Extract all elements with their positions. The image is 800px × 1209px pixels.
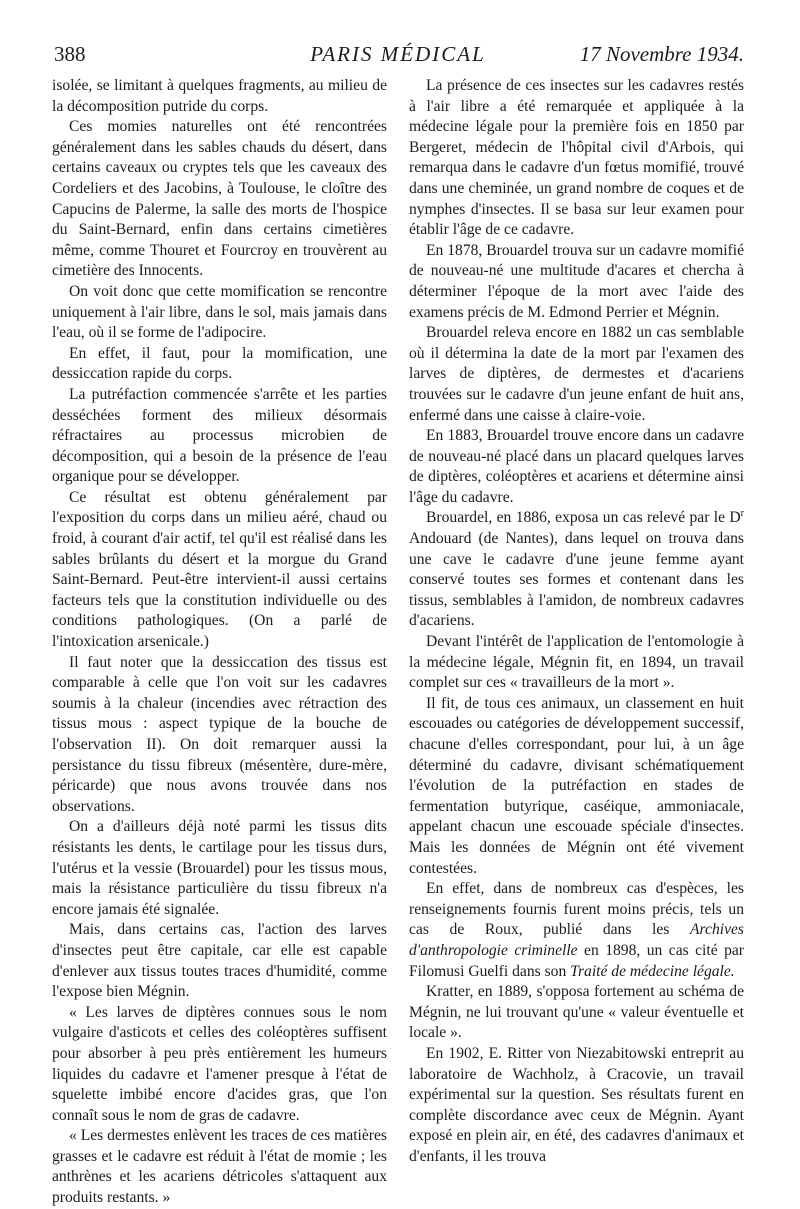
- paragraph: En 1878, Brouardel trouva sur un cadavre momifié de nouveau-né une multitude d'acares et chercha à déterminer l'époque de la mort avec l'aide des examens précis de M. Edmond Perrier et Mégnin.: [409, 241, 744, 321]
- paragraph: En 1883, Brouardel trouve encore dans un cadavre de nouveau-né placé dans un placard quelques larves de diptères, coléoptères et acariens et détermine ainsi l'âge du cadavre.: [409, 427, 744, 506]
- journal-title: PARIS MÉDICAL: [310, 42, 486, 66]
- paragraph: Ces momies naturelles ont été rencontrées généralement dans les sables chauds du désert, dans certains caveaux ou cryptes tels que les caveaux des Cordeliers et des Jacobins, à Toulouse, le cloître des Capucins de Palerme, la salle des morts de l'hospice du Saint-Bernard, enfin dans certains cimetières même, comme Thouret et Fourcroy en trouvèrent au cimetière des Innocents.: [52, 118, 387, 280]
- paragraph: Ce résultat est obtenu généralement par l'exposition du corps dans un milieu aéré, chaud ou froid, à courant d'air actif, tel qu'il est réalisé dans les sables brûlants du désert et la morgue du Grand Saint-Bernard. Peut-être intervient-il aussi certains facteurs tels que la constitution individuelle ou des conditions pathologiques. (On a parlé de l'intoxication arsenicale.): [52, 488, 387, 651]
- paragraph: Il faut noter que la dessiccation des tissus est comparable à celle que l'on voit sur les cadavres soumis à la chaleur (incendies avec rétraction des tissus mous : aspect typique de la bouche de l'observation II). On doit remarquer aussi la persistance du tissu fibreux (mésentère, dure-mère, péricarde) que nous avons trouvée dans nos observations.: [52, 653, 387, 815]
- paragraph-text: Brouardel, en 1886, exposa un cas relevé par le D: [426, 509, 741, 527]
- issue-date: 17 Novembre 1934.: [579, 42, 744, 66]
- paragraph: isolée, se limitant à quelques fragments, au milieu de la décomposition putride du corps.: [52, 77, 387, 115]
- paragraph: La présence de ces insectes sur les cadavres restés à l'air libre a été remarquée et appliquée à la médecine légale pour la première fois en 1850 par Bergeret, médecin de l'hôpital civil d'Arbois, qui remarqua dans le cadavre d'un fœtus momifié, trouvé dans une cheminée, un grand nombre de coques et de nymphes d'insectes. Il se basa sur leur examen pour établir l'âge de ce cadavre.: [409, 77, 744, 239]
- paragraph: En effet, il faut, pour la momification, une dessiccation rapide du corps.: [52, 344, 387, 383]
- paragraph: On a d'ailleurs déjà noté parmi les tissus dits résistants les dents, le cartilage pour les tissus durs, l'utérus et la vessie (Brouardel) pour les tissus mous, mais la résistance particulière du tissu fibreux n'a encore jamais été signalée.: [52, 818, 387, 918]
- book-citation: Traité de médecine légale.: [570, 962, 735, 980]
- paragraph-text: En effet, dans de nombreux cas d'espèces, les renseignements fournis furent moins précis, tels un cas de Roux, publié dans les: [409, 880, 744, 939]
- paragraph: En 1902, E. Ritter von Niezabitowski entreprit au laboratoire de Wachholz, à Cracovie, un travail expérimental sur la question. Ses résultats furent en complète discordance avec ceux de Mégnin. Ayant exposé en plein air, en été, des cadavres d'animaux et d'enfants, il les trouva: [409, 1044, 744, 1165]
- paragraph: Devant l'intérêt de l'application de l'entomologie à la médecine légale, Mégnin fit, en 1894, un travail complet sur ces « travailleurs de la mort ».: [409, 633, 744, 692]
- paragraph: Kratter, en 1889, s'opposa fortement au schéma de Mégnin, ne lui trouvant qu'une « valeur éventuelle et locale ».: [409, 983, 744, 1042]
- document-page: [52, 38, 744, 1207]
- right-column: [409, 76, 744, 1167]
- paragraph: On voit donc que cette momification se rencontre uniquement à l'air libre, dans le sol, mais jamais dans l'eau, où il se forme de l'adipocire.: [52, 282, 387, 342]
- running-header: [52, 38, 744, 70]
- left-column: [52, 76, 387, 1209]
- paragraph: Mais, dans certains cas, l'action des larves d'insectes peut être capitale, car elle est capable d'enlever aux tissus toutes traces d'humidité, comme l'expose bien Mégnin.: [52, 921, 387, 1001]
- superscript: r: [740, 508, 744, 520]
- paragraph-text: Andouard (de Nantes), dans lequel on trouva dans une cave le cadavre d'une jeune femme ayant conservé toutes ses formes et contenant dans les tissus, semblables à l'amidon, de nombreux cadavres d'acariens.: [409, 530, 744, 630]
- paragraph: [409, 879, 744, 982]
- paragraph-text: en 1898, un cas cité par Filomusi Guelfi dans son: [409, 941, 744, 980]
- quotation-paragraph: « Les larves de diptères connues sous le nom vulgaire d'asticots et celles des coléoptères suffisent pour absorber à peu près entièrement les humeurs liquides du cadavre et l'amener presque à l'état de squelette imbibé encore d'acides gras, que l'on connaît sous le nom de gras de cadavre.: [52, 1003, 387, 1124]
- paragraph: La putréfaction commencée s'arrête et les parties desséchées forment des milieux désormais réfractaires au processus microbien de décomposition, qui a besoin de la présence de l'eau organique pour se développer.: [52, 385, 387, 486]
- paragraph: Brouardel releva encore en 1882 un cas semblable où il détermina la date de la mort par l'examen des larves de diptères, de dermestes et d'acariens trouvées sur le cadavre d'un jeune enfant de huit ans, enfermé dans une caisse à claire-voie.: [409, 324, 744, 424]
- journal-citation: Archives d'anthropologie criminelle: [409, 921, 744, 959]
- quotation-paragraph: « Les dermestes enlèvent les traces de ces matières grasses et le cadavre est réduit à l'état de momie ; les anthrènes et les acariens détricoles s'attaquent aux produits restants. »: [52, 1127, 387, 1207]
- paragraph: [409, 508, 744, 632]
- paragraph: Il fit, de tous ces animaux, un classement en huit escouades ou catégories de développement successif, chacune d'elles correspondant, pour lui, à un âge déterminé du cadavre, divisant schématiquement l'évolution de la putréfaction en stades de fermentation butyrique, caséique, ammoniacale, appelant chacun une escouade spéciale d'insectes. Mais les données de Mégnin ont été vivement contestées.: [409, 694, 744, 877]
- page-number: 388: [54, 42, 86, 66]
